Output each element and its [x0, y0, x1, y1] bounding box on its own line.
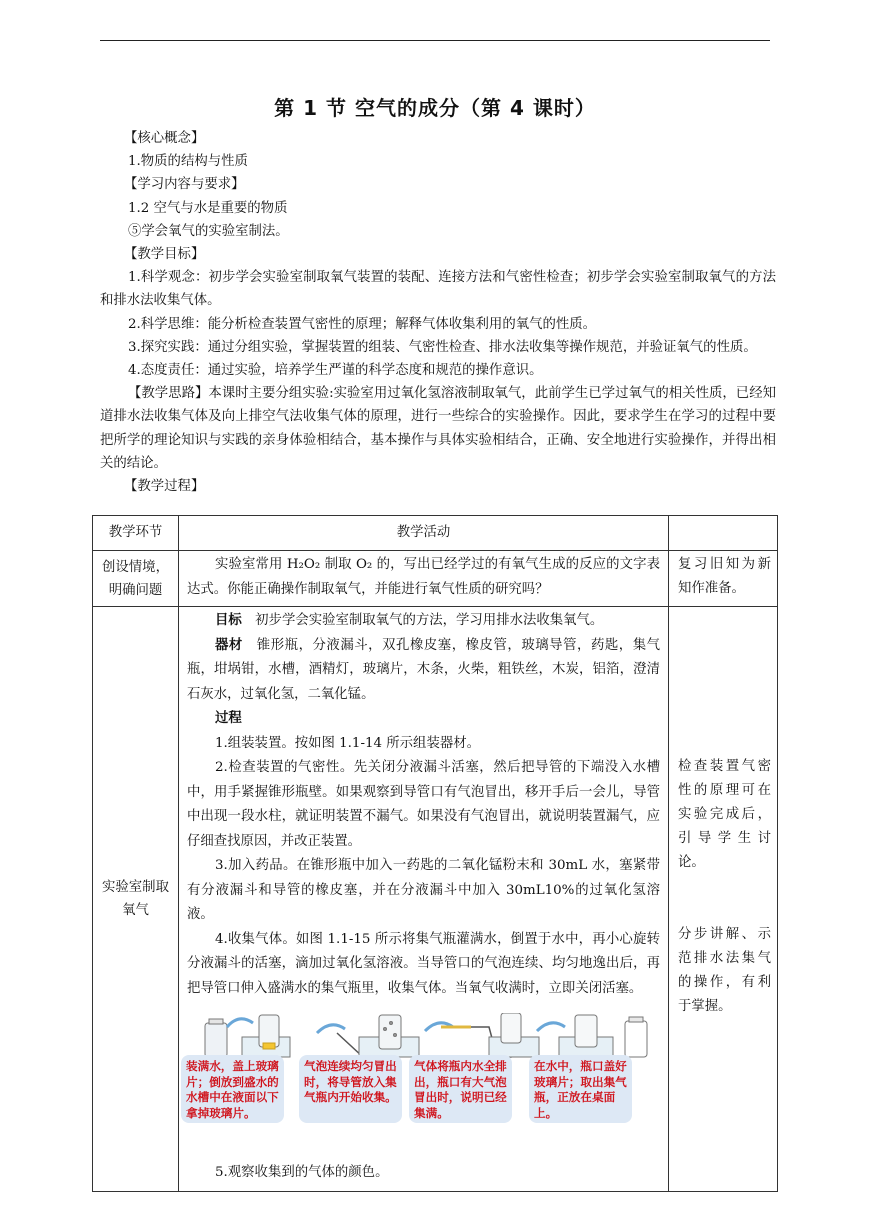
step-caption-2: 气泡连续均匀冒出时，将导管放入集气瓶内开始收集。 [299, 1055, 402, 1123]
step-caption-1: 装满水，盖上玻璃片；倒放到盛水的水槽中在液面以下拿掉玻璃片。 [181, 1055, 284, 1123]
note-text: 复习旧知为新知作准备。 [678, 557, 771, 596]
table-row [93, 607, 778, 1192]
activity-cell [179, 551, 669, 607]
core-concept-heading: 【核心概念】 [124, 131, 205, 146]
note-text-1: 检查装置气密性的原理可在实验完成后，引导学生讨论。 [678, 759, 771, 870]
stage-text: 实验室制取氧气 [102, 880, 169, 918]
goal-1: 1.科学观念：初步学会实验室制取氧气装置的装配、连接方法和气密性检查；初步学会实验室制取氧气的方法和排水法收集气体。 [100, 270, 776, 309]
table-row [93, 551, 778, 607]
process-heading: 【教学过程】 [124, 479, 205, 495]
stage-cell [93, 551, 179, 607]
step-1: 1.组装装置。按如图 1.1-14 所示组装器材。 [215, 735, 481, 751]
step-caption-3: 气体将瓶内水全排出，瓶口有大气泡冒出时，说明已经集满。 [409, 1055, 512, 1123]
note-cell [669, 551, 778, 607]
step-caption-4: 在水中，瓶口盖好玻璃片；取出集气瓶，正放在桌面上。 [529, 1055, 632, 1123]
content-item-2: ⑤学会氧气的实验室制法。 [128, 223, 289, 239]
header-stage: 教学环节 [93, 516, 179, 551]
core-concept-item: 1.物质的结构与性质 [128, 154, 248, 170]
process-label: 过程 [215, 711, 242, 726]
header-note [669, 516, 778, 551]
step-4: 4.收集气体。如图 1.1-15 所示将集气瓶灌满水，倒置于水中，再小心旋转分液漏斗的活塞，滴加过氧化氢溶液。当导管口的气泡连续、均匀地逸出后，再把导管口伸入盛满水的集气瓶里，收集气体。当氧气收满时，立即关闭活塞。 [187, 931, 660, 996]
collection-diagram [179, 1013, 668, 1161]
table-header-row [93, 516, 778, 551]
note-cell [669, 607, 778, 1192]
content-item-1: 1.2 空气与水是重要的物质 [128, 200, 288, 216]
equipment-label: 器材 [215, 637, 243, 653]
stage-text: 创设情境，明确问题 [102, 559, 169, 598]
equipment-text: 锥形瓶，分液漏斗，双孔橡皮塞，橡皮管，玻璃导管，药匙，集气瓶，坩埚钳，水槽，酒精灯，玻璃片，木条，火柴，粗铁丝，木炭，铝箔，澄清石灰水，过氧化氢，二氧化锰。 [187, 637, 661, 702]
goal-4: 4.态度责任：通过实验，培养学生严谨的科学态度和规范的操作意识。 [128, 363, 543, 379]
page-title: 第 1 节 空气的成分（第 4 课时） [274, 96, 596, 120]
goal-3: 3.探究实践：通过分组实验，掌握装置的组装、气密性检查、排水法收集等操作规范，并验证氧气的性质。 [128, 339, 757, 355]
goal-text: 初步学会实验室制取氧气的方法，学习用排水法收集氧气。 [255, 613, 604, 628]
stage-cell [93, 607, 179, 1192]
header-activity: 教学活动 [179, 516, 669, 551]
step-3: 3.加入药品。在锥形瓶中加入一药匙的二氧化锰粉末和 30mL 水，塞紧带有分液漏斗和导管的橡皮塞，并在分液漏斗中加入 30mL10%的过氧化氢溶液。 [187, 858, 660, 922]
activity-text: 实验室常用 H₂O₂ 制取 O₂ 的，写出已经学过的有氧气生成的反应的文字表达式。你能正确操作制取氧气，并能进行氧气性质的研究吗？ [187, 557, 660, 597]
teaching-process-table [92, 515, 778, 1192]
step-5: 5.观察收集到的气体的颜色。 [215, 1165, 389, 1180]
header-rule [100, 40, 770, 41]
intro-section [100, 127, 776, 498]
goal-label: 目标 [215, 613, 242, 628]
goal-2: 2.科学思维：能分析检查装置气密性的原理；解释气体收集利用的氧气的性质。 [128, 316, 597, 332]
goals-heading: 【教学目标】 [124, 247, 205, 263]
content-heading: 【学习内容与要求】 [124, 177, 245, 193]
teaching-thinking: 【教学思路】本课时主要分组实验:实验室用过氧化氢溶液制取氧气，此前学生已学过氧气的相关性质，已经知道排水法收集气体及向上排空气法收集气体的原理，进行一些综合的实验操作。因此，要求学生在学习的过程中要把所学的理论知识与实践的亲身体验相结合，基本操作与具体实验相结合，正确、安全地进行实验操作，并得出相关的结论。 [100, 386, 776, 471]
note-text-2: 分步讲解、示范排水法集气的操作，有利于掌握。 [678, 927, 771, 1014]
step-2: 2.检查装置的气密性。先关闭分液漏斗活塞，然后把导管的下端没入水槽中，用手紧握锥形瓶壁。如果观察到导管口有气泡冒出，移开手后一会儿，导管中出现一段水柱，就证明装置不漏气。如果没有气泡冒出，就说明装置漏气，应仔细查找原因，并改正装置。 [187, 760, 660, 849]
activity-cell [179, 607, 669, 1192]
